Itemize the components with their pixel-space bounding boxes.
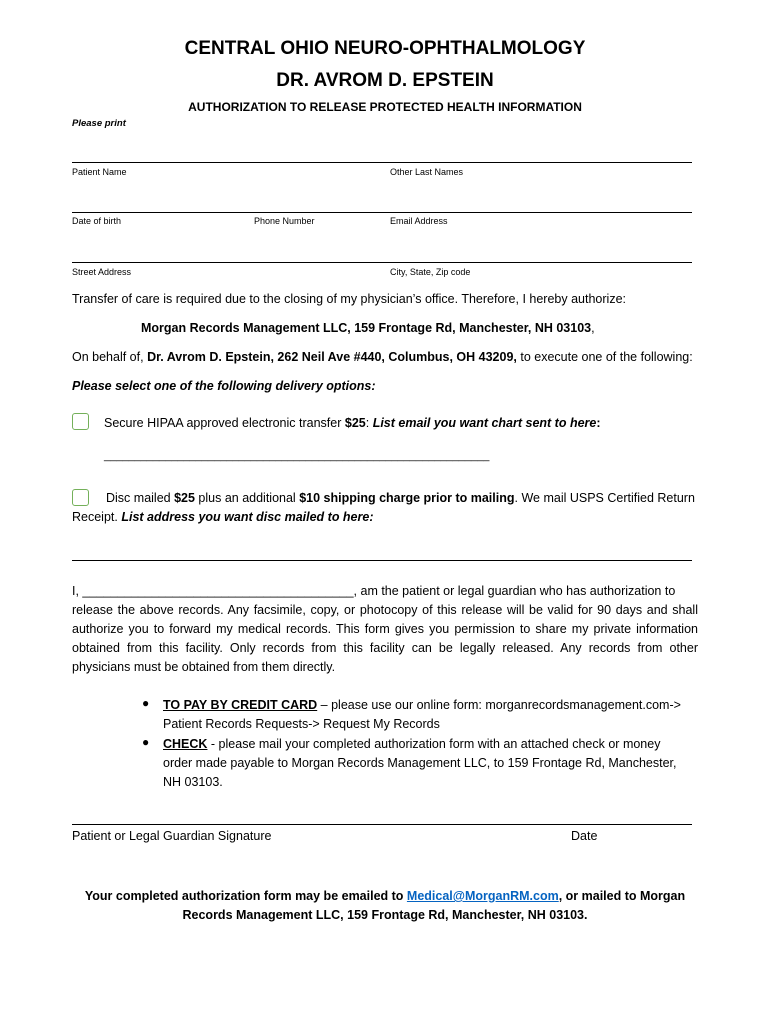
electronic-transfer-checkbox[interactable] [72,413,89,430]
option2-text1: Disc mailed [106,491,175,505]
authorization-line1 [72,582,675,601]
disc-mailed-option-line2 [72,510,374,524]
check-label: CHECK [163,737,208,751]
authorization-text: release the above records. Any facsimile, copy, or photocopy of this release will be valid for 90 days and shall authorize you to forward my medical records. This form gives you permission to share my private information obtained from this facility. Only records from this facility can be legally released. Any records from other physicians must be obtained from them directly. [72,603,698,674]
email-label: Email Address [390,216,448,226]
authorized-entity [141,321,595,335]
check-line2: order made payable to Morgan Records Management LLC, to 159 Frontage Rd, Manchester, [163,756,677,770]
option1-instruction: List email you want chart sent to here [372,416,597,430]
option2-text4: Receipt. [72,510,122,524]
footer-line2: Records Management LLC, 159 Frontage Rd, Manchester, NH 03103. [182,908,588,922]
form-subtitle: AUTHORIZATION TO RELEASE PROTECTED HEALTH INFORMATION [188,100,582,114]
city-state-zip-label: City, State, Zip code [390,267,471,277]
option1-colon: : [365,416,373,430]
disc-mailed-checkbox[interactable] [72,489,89,506]
option1-text: Secure HIPAA approved electronic transfer [104,416,345,430]
street-address-label: Street Address [72,267,132,277]
other-last-names-label: Other Last Names [390,167,464,177]
signature-line[interactable] [72,824,692,825]
delivery-options-heading: Please select one of the following delivery options: [72,379,376,393]
on-behalf-of [72,350,693,364]
signature-label: Patient or Legal Guardian Signature [72,829,272,843]
check-text: - please mail your completed authorization form with an attached check or money [207,737,661,751]
clinic-title: CENTRAL OHIO NEURO-OPHTHALMOLOGY [184,38,586,59]
footer-text1: Your completed authorization form may be emailed to [84,889,407,903]
authorization-prefix: I, [72,584,83,598]
transfer-statement: Transfer of care is required due to the closing of my physician’s office. Therefore, I hereby authorize: [72,292,626,306]
option2-text3: . We mail USPS Certified Return [514,491,695,505]
footer-note [0,887,770,925]
on-behalf-prefix: On behalf of, [72,350,148,364]
on-behalf-suffix: to execute one of the following: [516,350,693,364]
email-link[interactable]: Medical@MorganRM.com [406,889,559,903]
email-blank-line[interactable]: _______________________________________________________________ [104,450,490,462]
credit-card-instruction [163,696,681,734]
authorized-entity-comma: , [591,321,595,335]
please-print-note: Please print [72,118,126,129]
option1-price: $25 [344,416,366,430]
check-instruction [163,735,676,792]
guardian-name-blank[interactable]: _______________________________________ [82,584,354,598]
bullet-icon: ● [142,735,150,749]
authorized-entity-name: Morgan Records Management LLC, 159 Frontage Rd, Manchester, NH 03103 [141,321,592,335]
credit-card-line2: Patient Records Requests-> Request My Records [163,717,440,731]
disc-mailed-option [106,491,695,505]
address-line[interactable] [72,262,692,263]
option2-instruction: List address you want disc mailed to here: [121,510,374,524]
footer-text2: , or mailed to Morgan [558,889,686,903]
dob-phone-email-line[interactable] [72,212,692,213]
date-label: Date [571,829,598,843]
physician-info: Dr. Avrom D. Epstein, 262 Neil Ave #440, Columbus, OH 43209, [147,350,517,364]
credit-card-label: TO PAY BY CREDIT CARD [163,698,318,712]
check-line3: NH 03103. [163,775,223,789]
bullet-icon: ● [142,696,150,710]
option1-end: : [596,416,601,430]
mail-address-blank-line[interactable] [72,560,692,561]
option2-price: $25 [174,491,195,505]
credit-card-text: – please use our online form: morganrecordsmanagement.com-> [317,698,681,712]
authorization-suffix: , am the patient or legal guardian who has authorization to [353,584,676,598]
authorization-paragraph [72,582,698,677]
phone-label: Phone Number [254,216,315,226]
patient-name-label: Patient Name [72,167,127,177]
option2-text2: plus an additional [194,491,300,505]
patient-name-line[interactable] [72,162,692,163]
electronic-transfer-option [104,416,601,430]
option2-shipping: $10 shipping charge prior to mailing [299,491,515,505]
authorization-first-line [72,582,698,601]
doctor-title: DR. AVROM D. EPSTEIN [276,70,494,91]
dob-label: Date of birth [72,216,122,226]
